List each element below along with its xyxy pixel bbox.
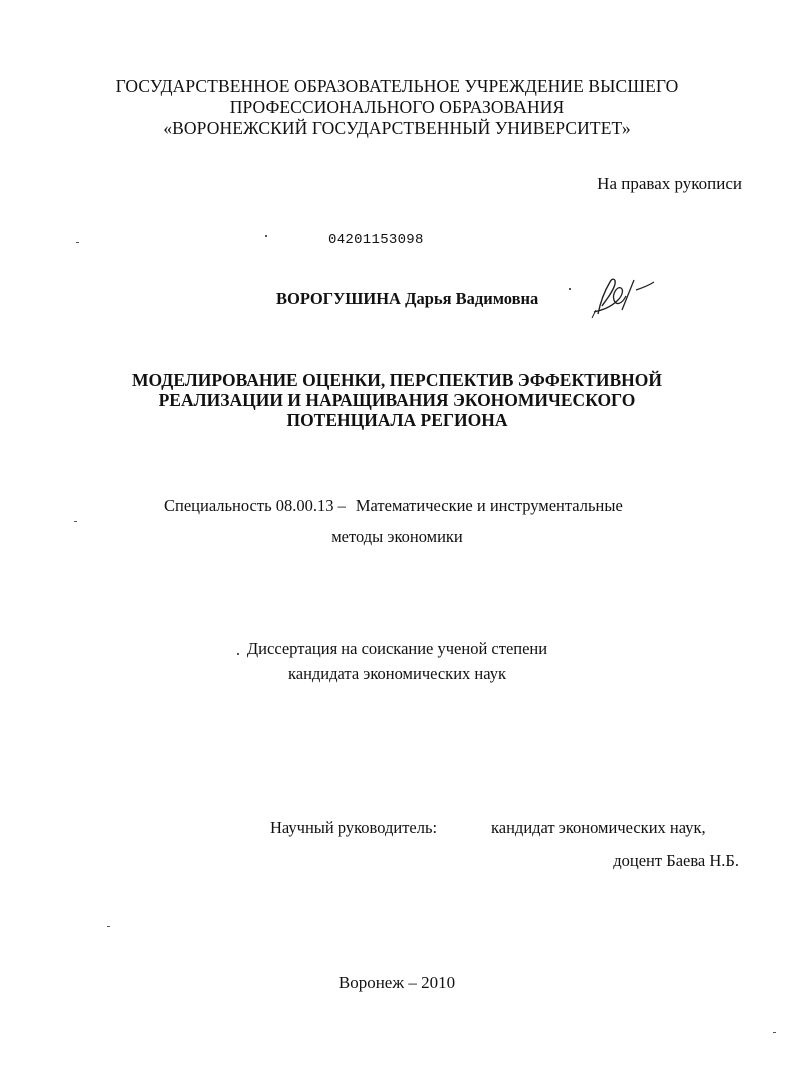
specialty-label: Специальность 08.00.13 – [164, 496, 346, 515]
advisor-name: доцент Баева Н.Б. [613, 851, 739, 870]
scan-speck [74, 521, 77, 522]
specialty-name: Математические и инструментальные [355, 496, 623, 515]
specialty-name-continued: методы экономики [331, 527, 463, 546]
scan-speck [569, 288, 571, 290]
institution-header [0, 76, 794, 139]
title-line-3: ПОТЕНЦИАЛА РЕГИОНА [286, 410, 508, 430]
scan-speck [237, 653, 239, 655]
scan-speck [773, 1032, 776, 1033]
degree-statement [0, 636, 794, 686]
author-name: ВОРОГУШИНА Дарья Вадимовна [276, 289, 539, 308]
title-line-2: РЕАЛИЗАЦИИ И НАРАЩИВАНИЯ ЭКОНОМИЧЕСКОГО [158, 390, 636, 410]
rights-note: На правах рукописи [597, 174, 742, 193]
title-line-1: МОДЕЛИРОВАНИЕ ОЦЕНКИ, ПЕРСПЕКТИВ ЭФФЕКТИВНОЙ [132, 370, 662, 390]
scan-speck [76, 242, 79, 243]
dissertation-title [0, 370, 794, 430]
institution-line-3: «ВОРОНЕЖСКИЙ ГОСУДАРСТВЕННЫЙ УНИВЕРСИТЕТ» [163, 118, 631, 138]
scan-speck [107, 926, 110, 927]
degree-line-2: кандидата экономических наук [287, 664, 506, 683]
advisor-degree: кандидат экономических наук, [491, 818, 706, 837]
advisor-label: Научный руководитель: [270, 818, 438, 837]
institution-line-1: ГОСУДАРСТВЕННОЕ ОБРАЗОВАТЕЛЬНОЕ УЧРЕЖДЕНИЕ ВЫСШЕГО [115, 76, 679, 96]
city-year: Воронеж – 2010 [338, 973, 456, 992]
registration-number: 04201153098 [328, 232, 424, 248]
signature-icon [588, 270, 658, 324]
degree-line-1: Диссертация на соискание ученой степени [246, 639, 548, 658]
specialty-line [164, 496, 623, 516]
scan-speck [265, 235, 267, 237]
institution-line-2: ПРОФЕССИОНАЛЬНОГО ОБРАЗОВАНИЯ [229, 97, 565, 117]
